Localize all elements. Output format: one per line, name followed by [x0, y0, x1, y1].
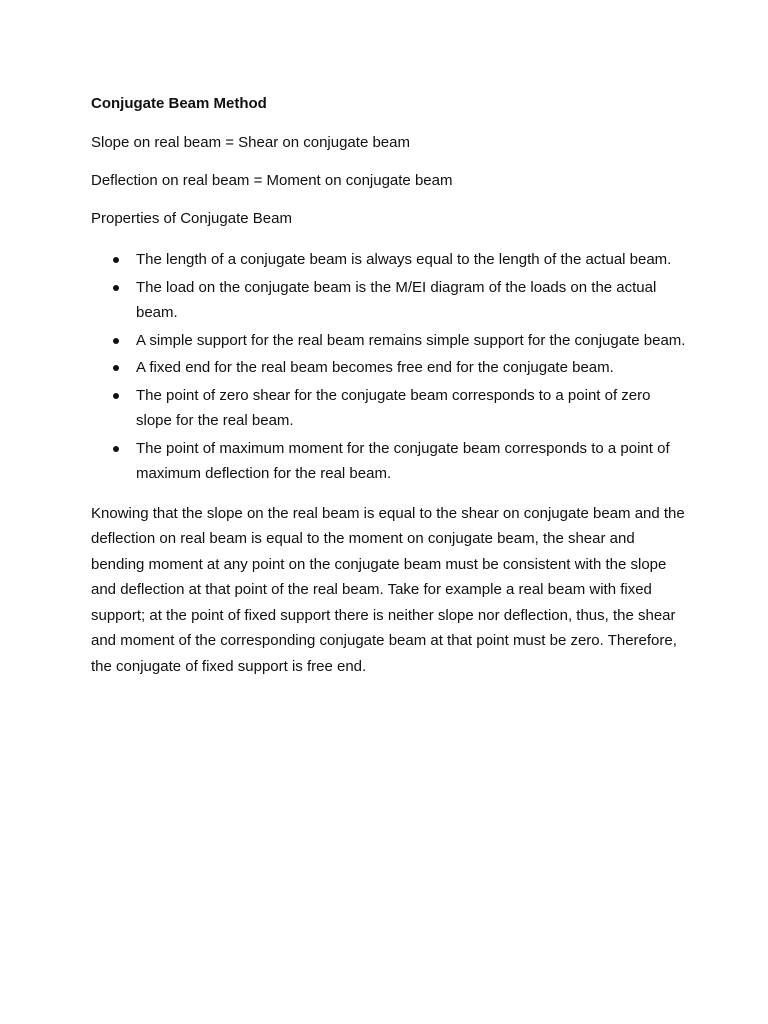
list-item-text: A fixed end for the real beam becomes free end for the conjugate beam.: [136, 359, 614, 376]
document-title: Conjugate Beam Method: [91, 95, 267, 112]
list-item: [91, 436, 688, 487]
slope-relation-line: Slope on real beam = Shear on conjugate beam: [91, 134, 410, 151]
list-item-text: The load on the conjugate beam is the M/EI diagram of the loads on the actual beam.: [136, 278, 657, 321]
explanation-paragraph: Knowing that the slope on the real beam is equal to the shear on conjugate beam and the deflection on real beam is equal to the moment on conjugate beam, the shear and bending moment at any point on the conjugate beam must be consistent with the slope and deflection at that point of the real beam. Take for example a real beam with fixed support; at the point of fixed support there is neither slope nor deflection, thus, the shear and moment of the corresponding conjugate beam at that point must be zero. Therefore, the conjugate of fixed support is free end.: [91, 504, 685, 675]
bullet-icon: [113, 393, 119, 399]
bullet-icon: [113, 338, 119, 344]
list-item-text: The point of zero shear for the conjugate beam corresponds to a point of zero slope for the real beam.: [136, 386, 651, 429]
properties-list: [91, 247, 688, 487]
bullet-icon: [113, 257, 119, 263]
list-item-text: The point of maximum moment for the conjugate beam corresponds to a point of maximum deflection for the real beam.: [136, 439, 670, 482]
bullet-icon: [113, 285, 119, 291]
bullet-icon: [113, 446, 119, 452]
properties-heading: Properties of Conjugate Beam: [91, 210, 292, 227]
bullet-icon: [113, 365, 119, 371]
list-item-text: The length of a conjugate beam is always equal to the length of the actual beam.: [136, 251, 672, 268]
list-item: [91, 355, 688, 381]
deflection-relation-line: Deflection on real beam = Moment on conjugate beam: [91, 172, 453, 189]
list-item: [91, 247, 688, 273]
list-item: [91, 383, 688, 434]
list-item: [91, 275, 688, 326]
list-item: [91, 328, 688, 354]
list-item-text: A simple support for the real beam remains simple support for the conjugate beam.: [136, 331, 686, 349]
